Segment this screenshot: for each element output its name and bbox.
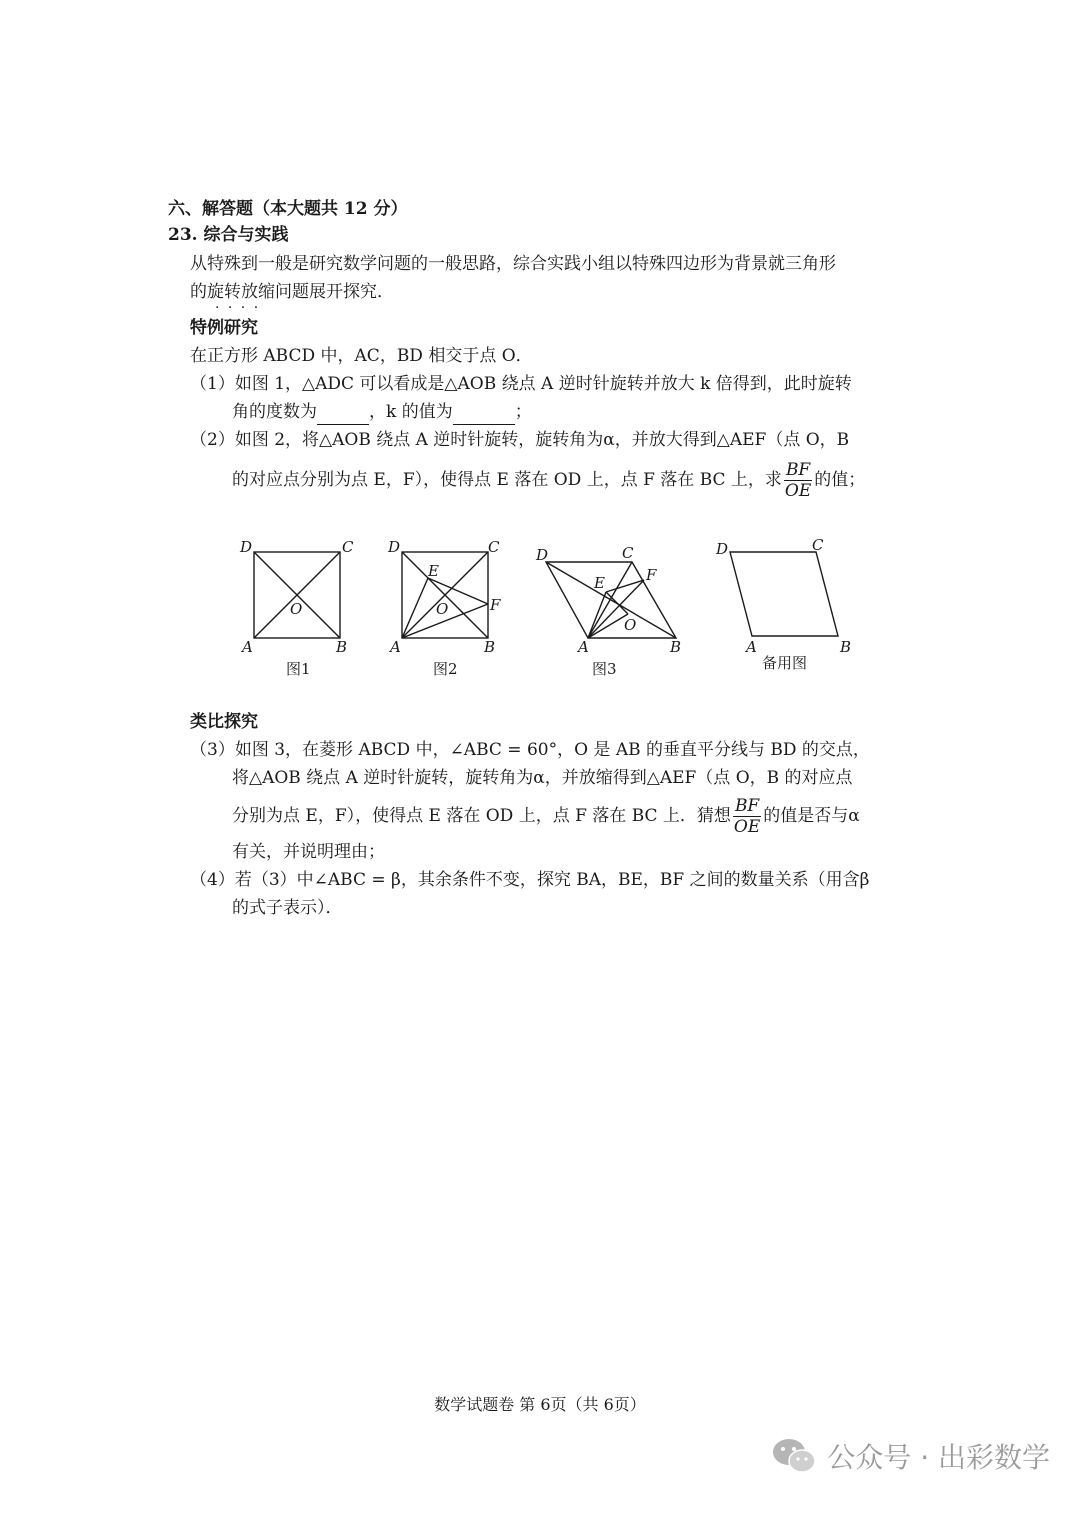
q2-text-a: 的对应点分别为点 E，F），使得点 E 落在 OD 上，点 F 落在 BC 上，求 <box>232 470 782 490</box>
section-title: 六、解答题（本大题共 12 分） <box>168 199 408 219</box>
fig2-label-a: A <box>390 638 401 656</box>
q3-line-4: 有关，并说明理由； <box>232 842 385 862</box>
watermark <box>771 1436 1050 1476</box>
q3-line-1: （3）如图 3，在菱形 ABCD 中，∠ABC = 60°，O 是 AB 的垂直平分线与 BD 的交点， <box>190 740 870 760</box>
q2-text-b: 的值； <box>814 470 866 490</box>
fig4-label-a: A <box>746 638 757 656</box>
fig4-label-b: B <box>840 638 852 656</box>
fraction-bf-oe-2 <box>733 796 761 837</box>
part-b-title: 类比探究 <box>190 712 258 732</box>
q3-line-3 <box>232 794 860 838</box>
question-header <box>168 223 289 247</box>
fig4-label-c: C <box>812 536 824 554</box>
answer-blank-k <box>453 400 515 425</box>
fig3-label-d: D <box>536 546 549 564</box>
figures-group <box>230 530 880 690</box>
fig1-label-a: A <box>242 638 253 656</box>
emphasized-text: 旋转放缩 · · · · <box>207 280 275 304</box>
q2-line-2 <box>232 458 865 502</box>
watermark-text: 公众号 · 出彩数学 <box>827 1441 1050 1474</box>
intro-line-2 <box>190 280 394 304</box>
q3-text-b: 的值是否与α <box>763 806 860 826</box>
question-number: 23. <box>168 225 198 245</box>
fig3-label-e: E <box>594 574 605 592</box>
q1-line-2 <box>232 400 532 425</box>
q1-text-a: 角的度数为 <box>232 402 317 422</box>
fraction-numerator: BF <box>785 460 811 480</box>
fraction-bf-oe <box>784 460 812 501</box>
fig3-label-b: B <box>670 638 682 656</box>
fig3-label-c: C <box>622 544 634 562</box>
q2-line-1: （2）如图 2，将△AOB 绕点 A 逆时针旋转，旋转角为α，并放大得到△AEF（点 O，B <box>190 430 850 450</box>
part-a-title: 特例研究 <box>190 318 258 338</box>
fig2-label-o: O <box>436 600 449 618</box>
fraction-numerator: BF <box>734 796 760 816</box>
fig2-label-b: B <box>484 638 496 656</box>
setup-text: 在正方形 ABCD 中，AC，BD 相交于点 O． <box>190 346 533 366</box>
fig2-label-e: E <box>428 562 439 580</box>
wechat-icon <box>771 1437 817 1475</box>
fig1-caption: 图1 <box>286 660 311 678</box>
fig1-label-o: O <box>290 600 303 618</box>
figure-3 <box>546 562 676 638</box>
fig2-label-c: C <box>488 538 500 556</box>
fig2-caption: 图2 <box>433 660 458 678</box>
q1-text-c: ； <box>514 402 532 422</box>
intro-text-a: 的 <box>190 282 207 302</box>
answer-blank-angle <box>317 400 369 425</box>
fig1-label-b: B <box>336 638 348 656</box>
intro-text-b: 问题展开探究． <box>275 282 394 302</box>
q3-line-2: 将△AOB 绕点 A 逆时针旋转，旋转角为α，并放缩得到△AEF（点 O，B 的对应点 <box>232 768 853 788</box>
q4-line-1: （4）若（3）中∠ABC = β，其余条件不变，探究 BA，BE，BF 之间的数量关系（用含β <box>190 870 870 890</box>
figure-4 <box>730 552 838 636</box>
page-footer: 数学试题卷 第 6页（共 6页） <box>434 1395 646 1414</box>
fig4-rhombus <box>730 552 838 636</box>
q1-line-1: （1）如图 1，△ADC 可以看成是△AOB 绕点 A 逆时针旋转并放大 k 倍得到，此时旋转 <box>190 374 852 394</box>
fig2-label-d: D <box>388 538 401 556</box>
question-title: 综合与实践 <box>203 225 289 245</box>
q3-text-a: 分别为点 E，F），使得点 E 落在 OD 上，点 F 落在 BC 上．猜想 <box>232 806 731 826</box>
fig2-label-f: F <box>490 596 501 614</box>
q4-line-2: 的式子表示）． <box>232 898 343 918</box>
figure-2 <box>402 552 488 638</box>
fig3-label-f: F <box>646 566 657 584</box>
fig3-caption: 图3 <box>592 660 617 678</box>
fig3-label-o: O <box>624 616 637 634</box>
fig3-label-a: A <box>578 638 589 656</box>
fig4-label-d: D <box>716 540 729 558</box>
figure-1 <box>254 552 340 638</box>
intro-line-1: 从特殊到一般是研究数学问题的一般思路，综合实践小组以特殊四边形为背景就三角形 <box>190 254 836 274</box>
fig1-label-d: D <box>240 538 253 556</box>
q1-text-b: ，k 的值为 <box>369 402 453 422</box>
fraction-denominator: OE <box>733 817 761 837</box>
fig4-caption: 备用图 <box>762 654 808 672</box>
fraction-denominator: OE <box>784 481 812 501</box>
fig1-label-c: C <box>342 538 354 556</box>
